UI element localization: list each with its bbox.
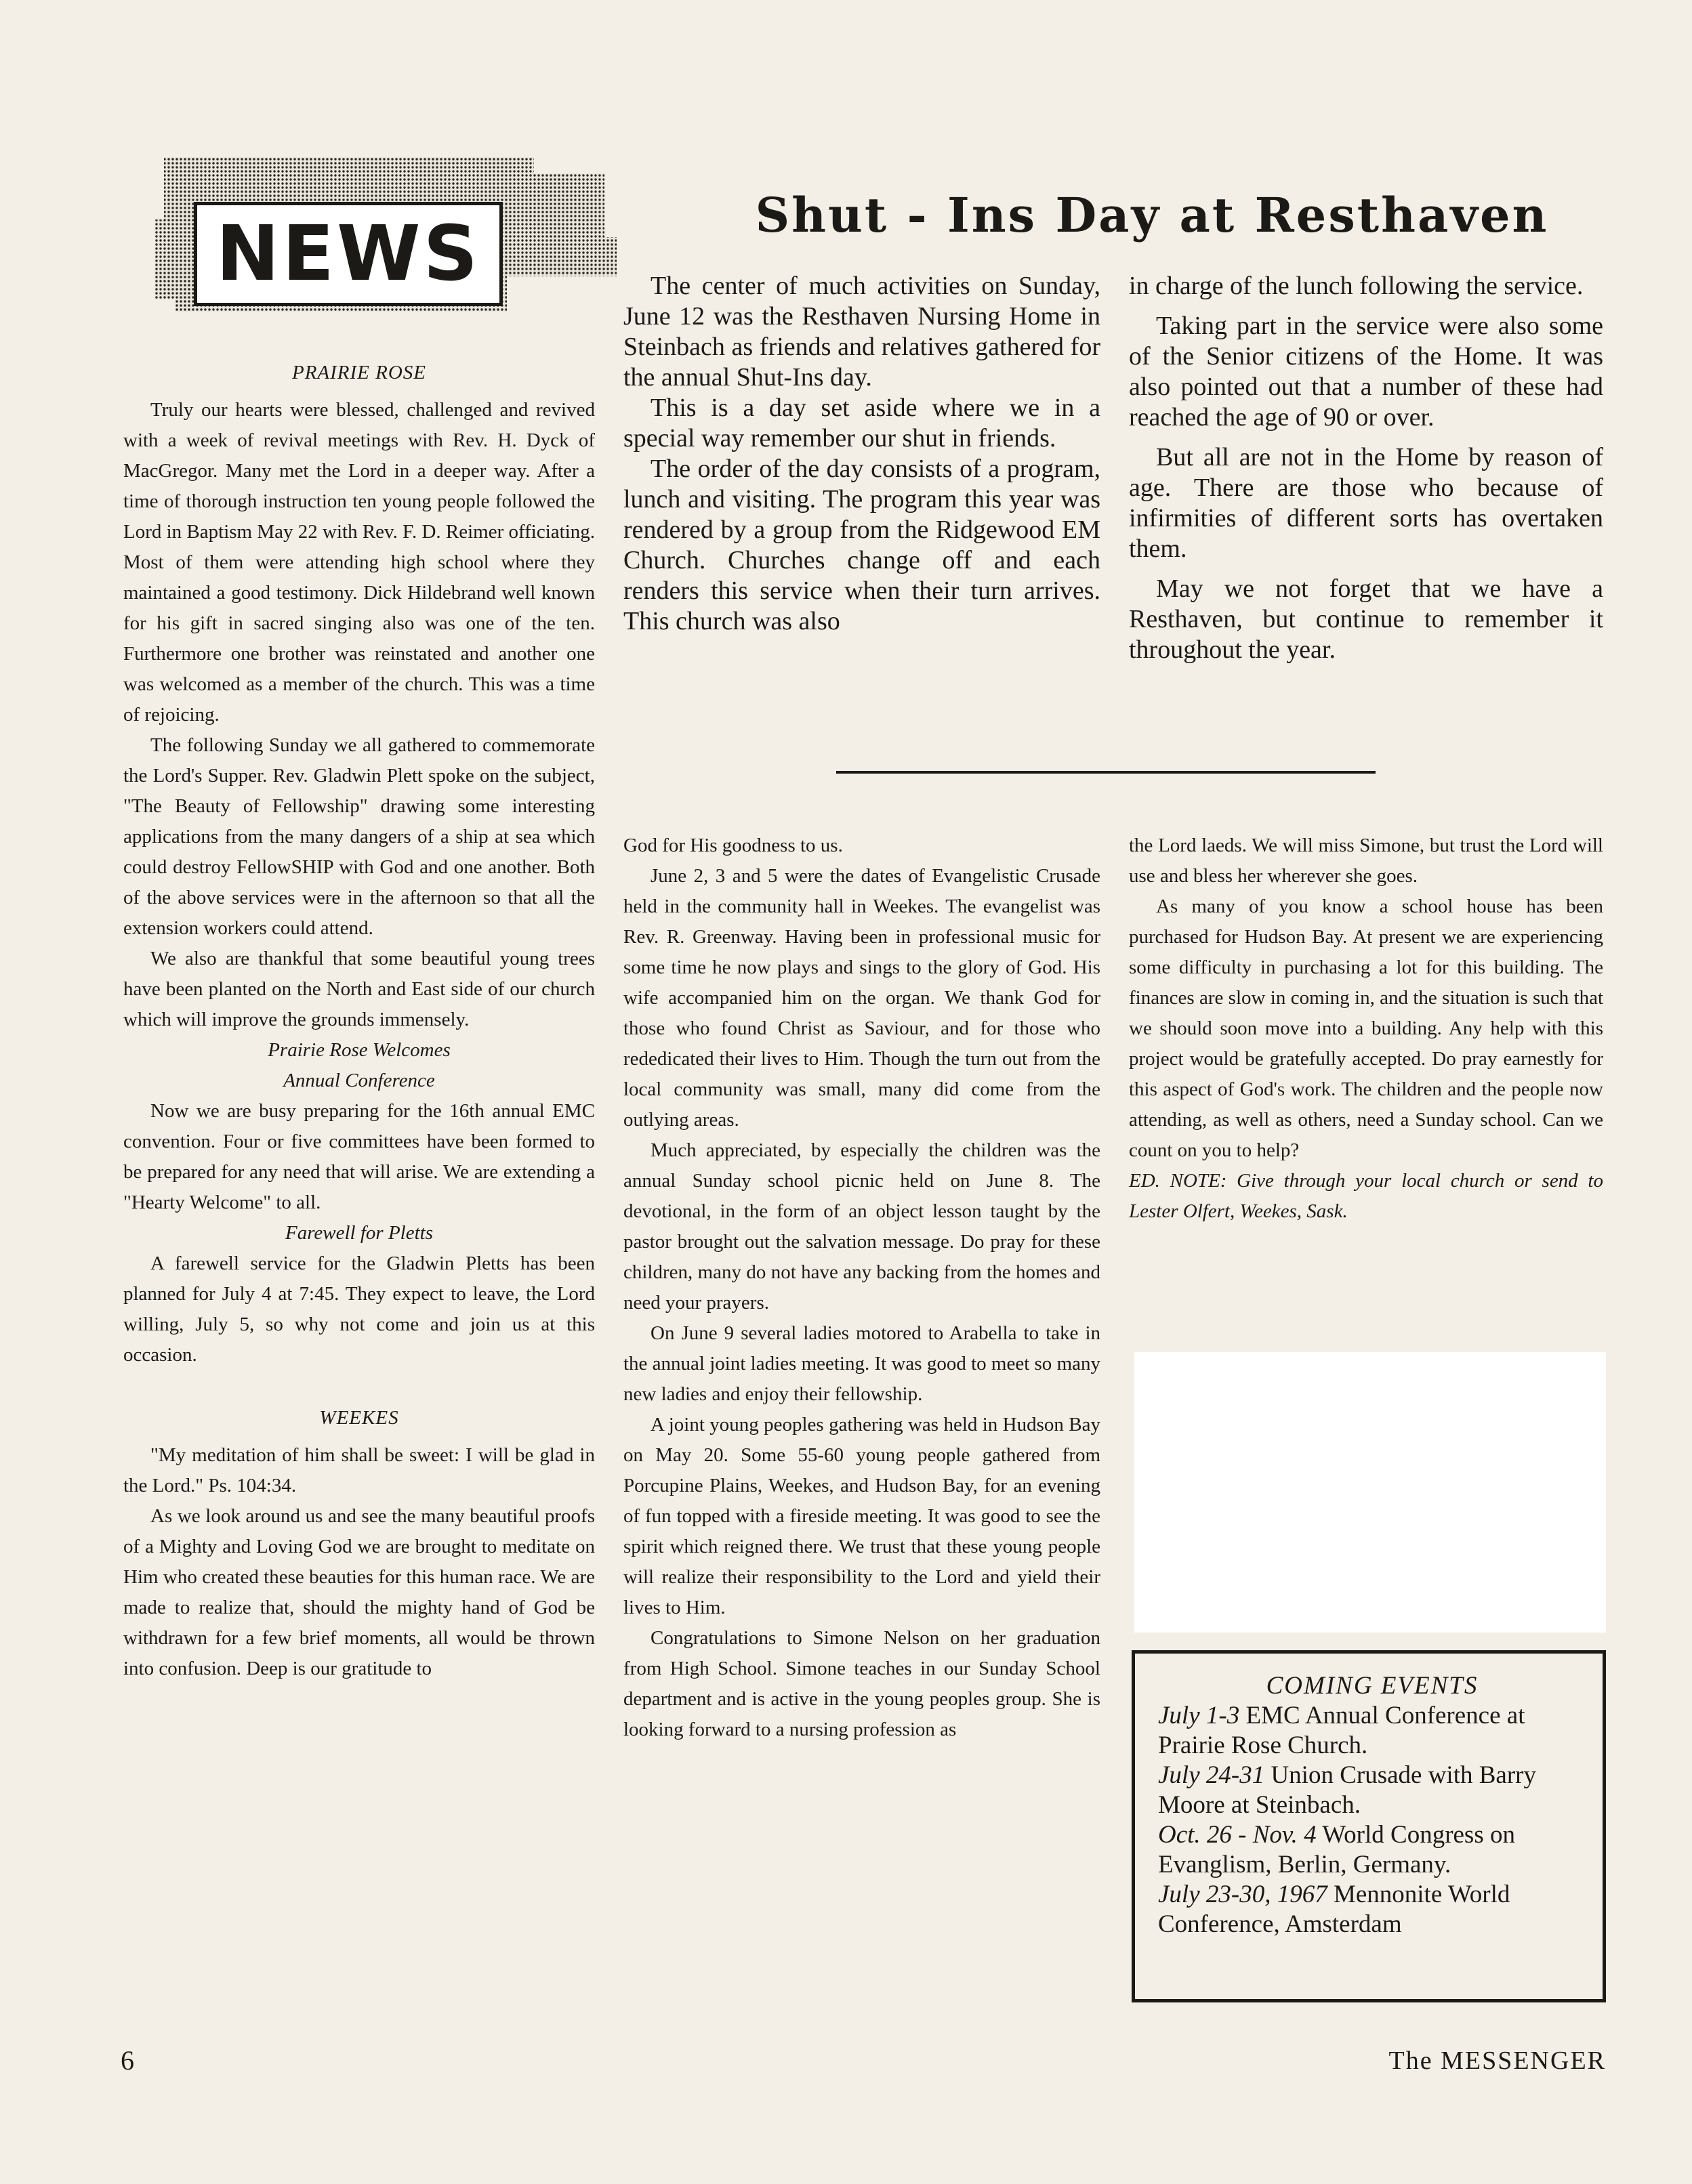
event-item bbox=[1158, 1880, 1586, 1939]
article-headline: Shut - Ins Day at Resthaven bbox=[755, 187, 1549, 243]
event-item bbox=[1158, 1701, 1586, 1761]
news-paragraph: "My meditation of him shall be sweet: I will be glad in the Lord." Ps. 104:34. bbox=[123, 1444, 595, 1496]
news-paragraph: A farewell service for the Gladwin Pletts has been planned for July 4 at 7:45. They expect to leave, the Lord willing, July 5, so why not come and join us at this occasion. bbox=[123, 1253, 595, 1366]
news-paragraph: A joint young peoples gathering was held in Hudson Bay on May 20. Some 55-60 young people gathered from Porcupine Plains, Weekes, and Hudson Bay, for an evening of fun topped with a fireside meeting. It was good to see the spirit which reigned there. We trust that these young people will realize their responsibility to the Lord and yield their lives to Him. bbox=[623, 1414, 1100, 1618]
resthaven-column-right bbox=[1129, 271, 1603, 665]
news-paragraph: The following Sunday we all gathered to commemorate the Lord's Supper. Rev. Gladwin Plett spoke on the subject, "The Beauty of Fellowship" drawing some interesting applications from the many dangers of a ship at sea which could destroy FellowSHIP with God and one another. Both of the above services were in the afternoon so that all the extension workers could attend. bbox=[123, 734, 595, 939]
news-paragraph: As we look around us and see the many beautiful proofs of a Mighty and Loving God we are brought to meditate on Him who created these beauties for this human race. We are made to realize that, should the mighty hand of God be withdrawn for a few brief moments, all would be thrown into confusion. Deep is our gratitude to bbox=[123, 1505, 595, 1679]
news-column-right bbox=[1129, 831, 1603, 1227]
event-date: Oct. 26 - Nov. 4 bbox=[1158, 1821, 1317, 1849]
coming-events-box bbox=[1132, 1650, 1606, 2002]
event-item bbox=[1158, 1820, 1586, 1880]
subheading: Prairie Rose Welcomes bbox=[268, 1039, 451, 1061]
blank-area bbox=[1134, 1352, 1606, 1633]
resthaven-continuation: in charge of the lunch following the service. bbox=[1129, 272, 1584, 300]
news-paragraph: As many of you know a school house has been purchased for Hudson Bay. At present we are experiencing some difficulty in purchasing a lot for this building. The finances are slow in coming in, and the situation is such that we should soon move into a building. Any help with this project would be gratefully accepted. Do pray earnestly for this aspect of God's work. The children and the people now attending, as well as others, need a Sunday school. Can we count on you to help? bbox=[1129, 896, 1603, 1161]
section-heading-prairie-rose: PRAIRIE ROSE bbox=[291, 362, 426, 383]
news-paragraph: We also are thankful that some beautiful young trees have been planted on the North and East side of our church which will improve the grounds immensely. bbox=[123, 948, 595, 1030]
event-date: July 24-31 bbox=[1158, 1761, 1265, 1789]
event-item bbox=[1158, 1761, 1586, 1820]
news-label: NEWS bbox=[215, 210, 481, 298]
section-divider bbox=[836, 771, 1376, 774]
event-date: July 1-3 bbox=[1158, 1702, 1240, 1729]
news-paragraph: Congratulations to Simone Nelson on her graduation from High School. Simone teaches in our Sunday School department and is active in the young peoples group. She is looking forward to a nursing profession as bbox=[623, 1627, 1100, 1740]
resthaven-paragraph: But all are not in the Home by reason of age. There are those who because of infirmities of different sorts has overtaken them. bbox=[1129, 443, 1603, 563]
event-text: World Congress on Evanglism, Berlin, Germany. bbox=[1158, 1821, 1515, 1878]
section-heading-weekes: WEEKES bbox=[319, 1407, 399, 1429]
publication-name: The MESSENGER bbox=[1388, 2046, 1606, 2075]
news-column-middle bbox=[623, 831, 1100, 1745]
news-paragraph: Now we are busy preparing for the 16th annual EMC convention. Four or five committees have been formed to be prepared for any need that will arise. We are extending a "Hearty Welcome" to all. bbox=[123, 1100, 595, 1213]
resthaven-paragraph: The center of much activities on Sunday, June 12 was the Resthaven Nursing Home in Steinbach as friends and relatives gathered for the annual Shut-Ins day. bbox=[623, 272, 1100, 392]
news-paragraph: June 2, 3 and 5 were the dates of Evangelistic Crusade held in the community hall in Weekes. The evangelist was Rev. R. Greenway. Having been in professional music for some time he now plays and sings to the glory of God. His wife accompanied him on the organ. We thank God for those who found Christ as Saviour, and for those who rededicated their lives to Him. Though the turn out from the local community was small, many did come from the outlying areas. bbox=[623, 865, 1100, 1131]
resthaven-paragraph: This is a day set aside where we in a special way remember our shut in friends. bbox=[623, 394, 1100, 453]
event-text: EMC Annual Conference at Prairie Rose Church. bbox=[1158, 1702, 1525, 1759]
resthaven-paragraph: The order of the day consists of a program, lunch and visiting. The program this year was rendered by a group from the Ridgewood EM Church. Churches change off and each renders this service when their turn arrives. This church was also bbox=[623, 455, 1100, 635]
news-continuation: God for His goodness to us. bbox=[623, 835, 843, 856]
news-label-box bbox=[194, 202, 503, 306]
event-text: Union Crusade with Barry Moore at Steinbach. bbox=[1158, 1761, 1536, 1819]
event-date: July 23-30, 1967 bbox=[1158, 1881, 1327, 1908]
resthaven-paragraph: Taking part in the service were also some of the Senior citizens of the Home. It was also pointed out that a number of these had reached the age of 90 or over. bbox=[1129, 312, 1603, 432]
news-banner bbox=[154, 157, 617, 320]
resthaven-paragraph: May we not forget that we have a Resthaven, but continue to remember it throughout the year. bbox=[1129, 574, 1603, 664]
coming-events-title: COMING EVENTS bbox=[1266, 1672, 1479, 1700]
news-column-left bbox=[123, 358, 595, 1684]
page-number: 6 bbox=[121, 2045, 134, 2076]
subheading: Annual Conference bbox=[283, 1070, 435, 1091]
news-paragraph: Truly our hearts were blessed, challenged and revived with a week of revival meetings with Rev. H. Dyck of MacGregor. Many met the Lord in a deeper way. After a time of thorough instruction ten young people followed the Lord in Baptism May 22 with Rev. F. D. Reimer officiating. Most of them were attending high school where they maintained a good testimony. Dick Hildebrand well known for his gift in sacred singing also was one of the ten. Furthermore one brother was reinstated and another one was welcomed as a member of the church. This was a time of rejoicing. bbox=[123, 399, 596, 726]
news-continuation: the Lord laeds. We will miss Simone, but trust the Lord will use and bless her wherever she goes. bbox=[1129, 835, 1603, 887]
news-paragraph: Much appreciated, by especially the children was the annual Sunday school picnic held on June 8. The devotional, in the form of an object lesson taught by the pastor brought out the salvation message. Do pray for these children, many do not have any backing from the homes and need your prayers. bbox=[623, 1139, 1100, 1314]
event-text: Mennonite World Conference, Amsterdam bbox=[1158, 1881, 1510, 1938]
news-paragraph: On June 9 several ladies motored to Arabella to take in the annual joint ladies meeting. It was good to meet so many new ladies and enjoy their fellowship. bbox=[623, 1322, 1100, 1405]
resthaven-column-left bbox=[623, 271, 1100, 637]
editor-note: ED. NOTE: Give through your local church or send to Lester Olfert, Weekes, Sask. bbox=[1129, 1170, 1603, 1222]
subheading: Farewell for Pletts bbox=[285, 1222, 433, 1244]
